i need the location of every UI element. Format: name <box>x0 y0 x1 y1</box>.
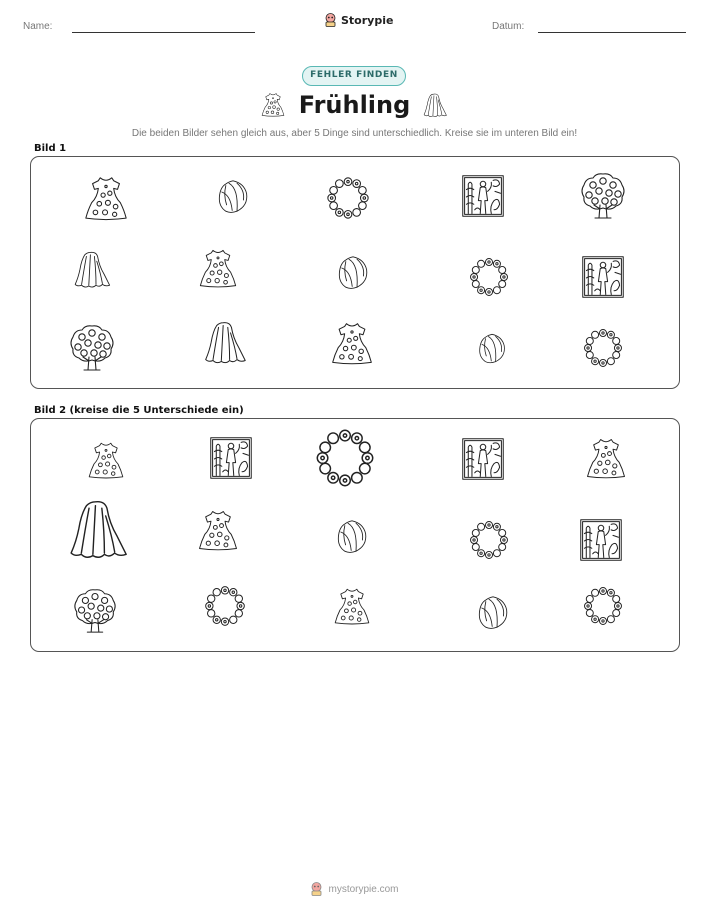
tulip-icon[interactable] <box>473 592 513 632</box>
wreath-icon <box>467 255 511 299</box>
dress-icon[interactable] <box>86 440 126 480</box>
wreath-icon[interactable] <box>581 584 625 628</box>
dress-icon <box>197 247 239 289</box>
dress-icon <box>82 174 130 222</box>
bild2-label: Bild 2 (kreise die 5 Unterschiede ein) <box>34 405 244 416</box>
page-title: Frühling <box>298 91 411 119</box>
dress-icon[interactable] <box>332 586 372 626</box>
date-input-line[interactable] <box>538 32 686 33</box>
tulip-icon[interactable] <box>332 516 372 556</box>
name-label: Name: <box>23 21 53 32</box>
category-badge: FEHLER FINDEN <box>302 66 406 86</box>
spring-tile-icon <box>460 173 506 219</box>
veil-icon <box>202 320 248 366</box>
spring-tile-icon <box>580 254 626 300</box>
dress-icon[interactable] <box>196 508 240 552</box>
tulip-icon <box>474 330 510 366</box>
spring-tile-icon[interactable] <box>208 435 254 481</box>
dress-icon[interactable] <box>584 436 628 480</box>
wreath-icon[interactable] <box>467 518 511 562</box>
name-input-line[interactable] <box>72 32 255 33</box>
wreath-icon <box>324 174 372 222</box>
apple-tree-icon[interactable] <box>71 587 119 635</box>
spring-tile-icon[interactable] <box>460 436 506 482</box>
wreath-icon[interactable] <box>312 425 378 491</box>
footer-url[interactable]: mystorypie.com <box>328 883 399 895</box>
apple-tree-icon <box>67 323 117 373</box>
storypie-mascot-icon <box>310 882 323 896</box>
veil-icon <box>72 250 112 290</box>
wreath-icon <box>581 326 625 370</box>
storypie-mascot-icon <box>324 13 337 27</box>
date-label: Datum: <box>492 21 525 32</box>
brand-name: Storypie <box>341 13 394 27</box>
tulip-icon <box>333 252 373 292</box>
apple-tree-icon <box>578 171 628 221</box>
bild1-label: Bild 1 <box>34 143 67 154</box>
tulip-icon <box>213 176 253 216</box>
instructions: Die beiden Bilder sehen gleich aus, aber 5 Dinge sind unterschiedlich. Kreise sie im unteren Bild ein! <box>131 128 578 139</box>
dress-icon <box>329 320 375 366</box>
footer <box>0 882 709 896</box>
veil-icon[interactable] <box>66 498 130 562</box>
spring-tile-icon[interactable] <box>578 517 624 563</box>
brand-logo <box>324 13 393 27</box>
veil-icon <box>422 92 448 119</box>
wreath-icon[interactable] <box>202 583 248 629</box>
